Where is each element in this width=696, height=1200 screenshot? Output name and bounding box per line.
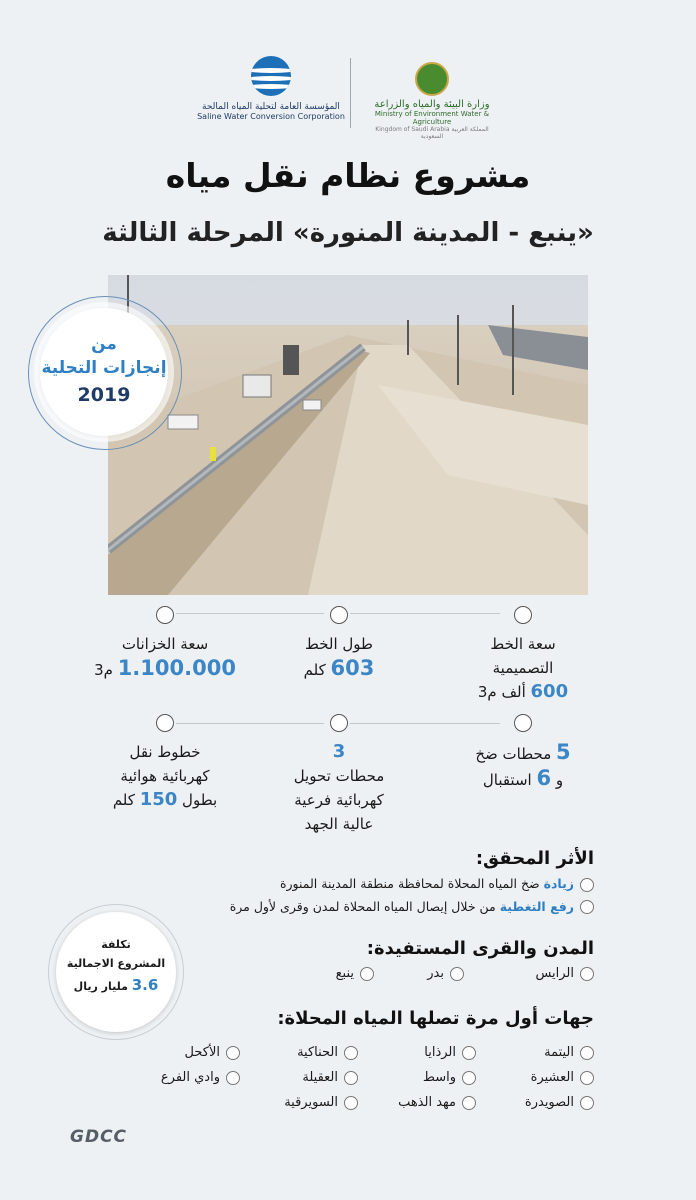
length-label: طول الخط (304, 635, 373, 653)
powerlines-line1: خطوط نقل (129, 743, 201, 761)
radio-bullet-icon (462, 1046, 476, 1060)
receive-label: استقبال (482, 771, 532, 789)
impact-title: الأثر المحقق: (475, 848, 594, 869)
place-name: العشيرة (530, 1070, 574, 1085)
place-name: الصويدرة (524, 1095, 574, 1110)
radio-bullet-icon (580, 1071, 594, 1085)
gdcc-logo: GDCC (70, 1127, 128, 1147)
impact-item-bold: زيادة (543, 876, 574, 891)
mewa-logo (364, 62, 500, 140)
list-item (302, 1070, 358, 1085)
transform-line2: كهربائية فرعية (294, 791, 384, 809)
cost-line2: المشروع الاجمالية (66, 957, 166, 970)
page-subtitle: «ينبع - المدينة المنورة» المرحلة الثالثة (102, 218, 594, 248)
transform-line1: محطات تحويل (293, 767, 385, 785)
length-unit: كلم (303, 661, 326, 679)
radio-bullet-icon (360, 967, 374, 981)
page-title: مشروع نظام نقل مياه (165, 156, 531, 195)
tanks-label: سعة الخزانات (121, 635, 209, 653)
pump-count: 5 (556, 740, 571, 764)
place-name: وادي الفرع (160, 1070, 220, 1085)
stat-stations (438, 714, 608, 792)
bullet-icon (156, 714, 174, 732)
powerlines-line2: كهربائية هوائية (120, 767, 210, 785)
cost-badge (56, 912, 176, 1032)
list-item (284, 1095, 358, 1110)
mewa-kingdom: Kingdom of Saudi Arabia المملكة العربية السعودية (375, 126, 489, 140)
bullet-icon (156, 606, 174, 624)
place-name: اليتمة (544, 1045, 574, 1060)
cost-value: 3.6 (131, 976, 159, 994)
cost-unit: مليار ريال (73, 980, 128, 993)
mewa-name-en: Ministry of Environment Water & Agriculture (374, 110, 490, 126)
powerlines-prefix: بطول (182, 791, 218, 809)
radio-bullet-icon (344, 1071, 358, 1085)
place-name: السويرقية (284, 1095, 338, 1110)
list-item (161, 1070, 240, 1085)
radio-bullet-icon (580, 1096, 594, 1110)
city-name: الرايس (535, 966, 574, 981)
bullet-icon (514, 714, 532, 732)
bullet-icon (330, 606, 348, 624)
achievement-badge (40, 308, 168, 436)
place-name: الرذايا (424, 1045, 456, 1060)
list-item (185, 1045, 240, 1060)
list-item (544, 1045, 594, 1060)
place-name: واسط (422, 1070, 456, 1085)
list-item (398, 1095, 476, 1110)
transform-count: 3 (332, 741, 346, 762)
impact-item-text: من خلال إيصال المياه المحلاة لمدن وقرى لأول مرة (229, 898, 500, 914)
radio-bullet-icon (580, 900, 594, 914)
list-item (427, 966, 464, 981)
cost-line1: تكلفة (101, 938, 131, 951)
list-item (525, 1095, 594, 1110)
stat-tanks (80, 606, 250, 682)
capacity-value: 600 (530, 681, 569, 702)
radio-bullet-icon (580, 1046, 594, 1060)
place-name: الحناكية (297, 1045, 338, 1060)
stat-transform (254, 714, 424, 836)
header-logos (0, 56, 696, 140)
impact-item (230, 876, 594, 892)
mewa-name-ar: وزارة البيئة والمياه والزراعة (374, 99, 490, 110)
list-item (336, 966, 374, 981)
impact-item-text: ضخ المياه المحلاة لمحافظة منطقة المدينة المنورة (279, 876, 544, 891)
logo-divider (350, 58, 351, 128)
badge-line1: من (91, 334, 117, 354)
capacity-label: سعة الخط (490, 635, 556, 653)
impact-section (230, 848, 594, 914)
powerlines-value: 150 (139, 789, 178, 810)
tanks-value: 1.100.000 (117, 656, 236, 680)
radio-bullet-icon (462, 1096, 476, 1110)
list-item (424, 1045, 476, 1060)
cost-value-line (56, 976, 176, 994)
place-name: العقيلة (302, 1070, 338, 1085)
place-name: الأكحل (184, 1045, 220, 1060)
badge-year: 2019 (77, 384, 131, 406)
receive-count: 6 (536, 766, 552, 790)
badge-line2: إنجازات التحلية (41, 358, 167, 378)
radio-bullet-icon (450, 967, 464, 981)
pipeline-photo (108, 275, 588, 595)
stat-powerlines (80, 714, 250, 812)
bullet-icon (330, 714, 348, 732)
radio-bullet-icon (226, 1046, 240, 1060)
and-word: و (555, 771, 564, 789)
radio-bullet-icon (226, 1071, 240, 1085)
radio-bullet-icon (344, 1046, 358, 1060)
capacity-unit: ألف م3 (477, 683, 526, 701)
swcc-logo (196, 56, 346, 121)
capacity-label2: التصميمية (492, 659, 554, 677)
radio-bullet-icon (580, 967, 594, 981)
radio-bullet-icon (580, 878, 594, 892)
firsttime-section (277, 1008, 594, 1029)
swcc-name-ar: المؤسسة العامة لتحلية المياه المالحة (202, 102, 340, 112)
firsttime-title: جهات أول مرة تصلها المياه المحلاة: (277, 1008, 594, 1029)
cities-section (367, 938, 594, 959)
powerlines-unit: كلم (112, 791, 135, 809)
cities-title: المدن والقرى المستفيدة: (366, 938, 594, 959)
transform-line3: عالية الجهد (304, 815, 374, 833)
list-item (531, 1070, 594, 1085)
city-name: بدر (427, 966, 444, 981)
stat-line-capacity (438, 606, 608, 704)
impact-item (230, 899, 594, 915)
city-name: ينبع (335, 966, 354, 981)
place-name: مهد الذهب (398, 1095, 456, 1110)
list-item (423, 1070, 476, 1085)
list-item (297, 1045, 358, 1060)
palm-emblem-icon (415, 62, 449, 96)
bullet-icon (514, 606, 532, 624)
tanks-unit: م3 (94, 661, 113, 679)
impact-item-bold: رفع التغطية (499, 898, 574, 914)
stat-line-length (254, 606, 424, 682)
radio-bullet-icon (462, 1071, 476, 1085)
swcc-name-en: Saline Water Conversion Corporation (197, 112, 345, 121)
length-value: 603 (330, 656, 375, 680)
swcc-emblem-icon (251, 56, 291, 96)
radio-bullet-icon (344, 1096, 358, 1110)
list-item (535, 966, 594, 981)
pump-label: محطات ضخ (475, 745, 552, 763)
